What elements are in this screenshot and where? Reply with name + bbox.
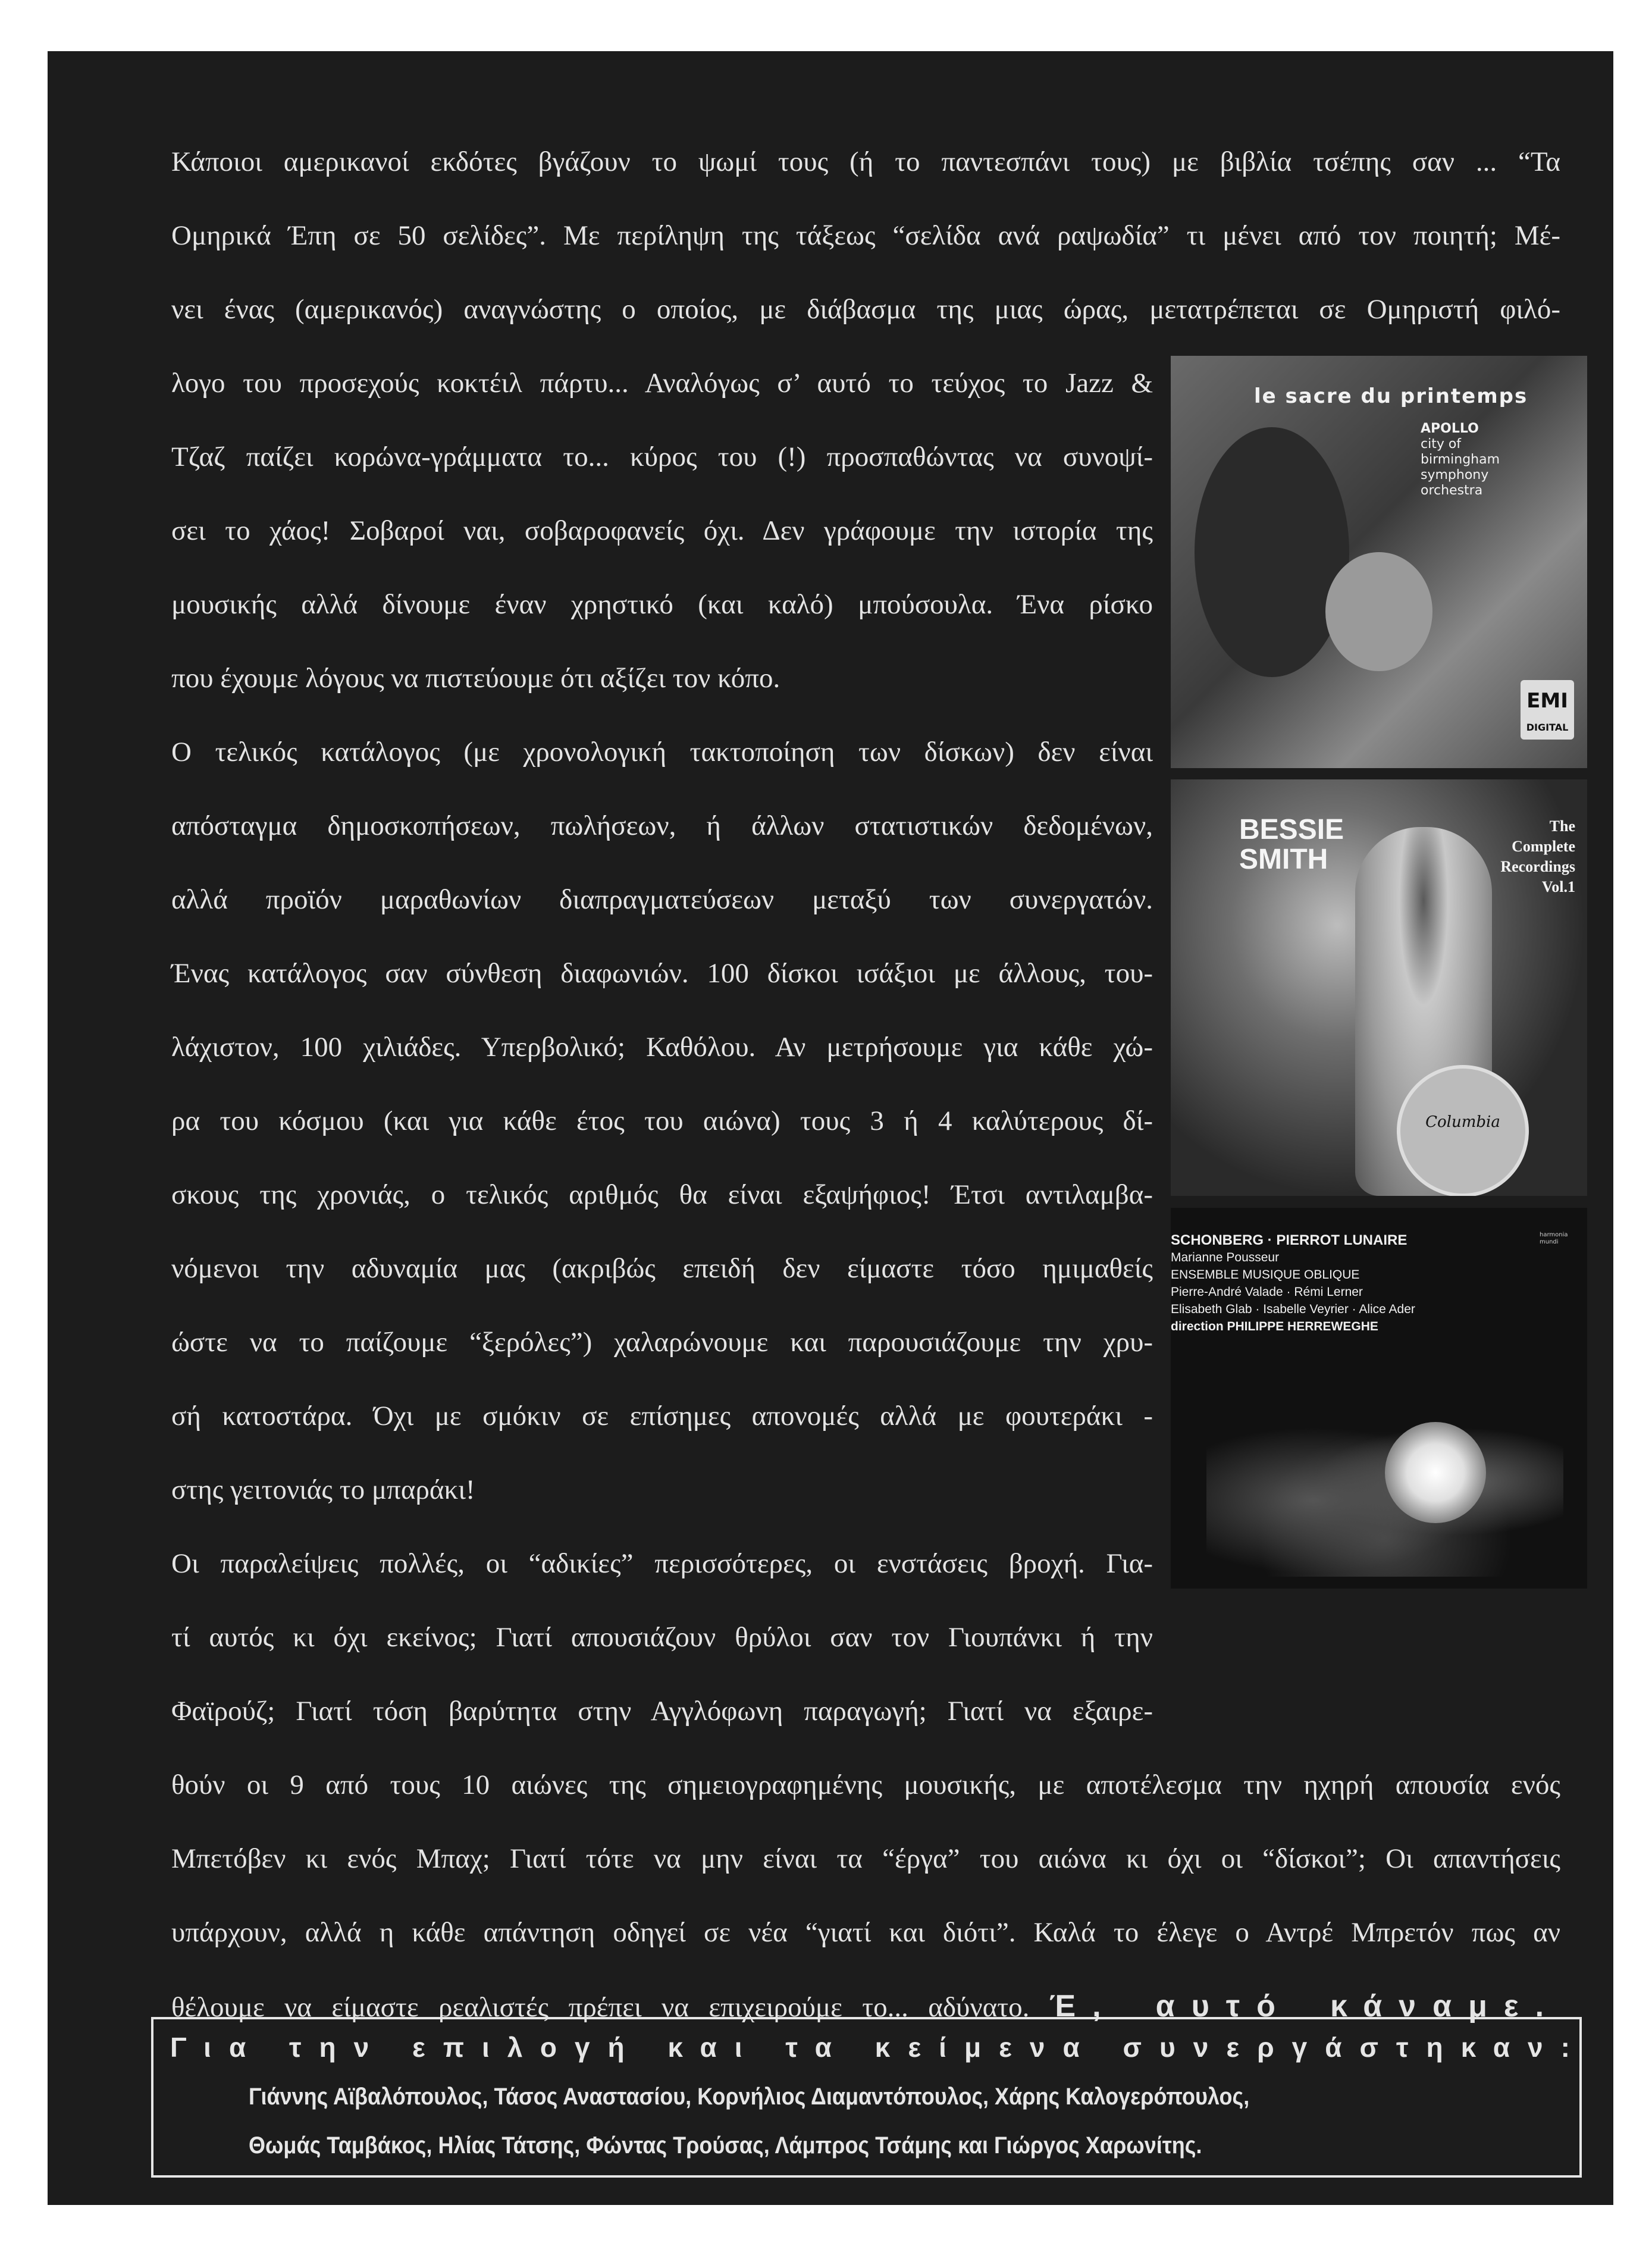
text-line: νόμενοι την αδυναμία μας (ακριβώς επειδή δεν είμαστε τόσο ημιμαθείς xyxy=(171,1253,1153,1284)
cover-artist xyxy=(1239,815,1344,875)
cover-label-line: birmingham xyxy=(1421,452,1500,467)
text-line: νει ένας (αμερικανός) αναγνώστης ο οποίος, με διάβασμα της μιας ώρας, μετατρέπεται σε Ομηριστή φιλό- xyxy=(171,294,1560,325)
cover-label-line: city of xyxy=(1421,437,1462,452)
text-line: Ο τελικός κατάλογος (με χρονολογική τακτοποίηση των δίσκων) δεν είναι xyxy=(171,737,1153,768)
closing-phrase: Έ, αυτό κάναμε. xyxy=(1049,1989,1561,2024)
harmonia-mundi-logo: harmonia mundi xyxy=(1540,1232,1568,1245)
credits-box xyxy=(151,2017,1588,2178)
text-line: στης γειτονιάς το μπαράκι! xyxy=(171,1474,475,1505)
text-line: θούν οι 9 από τους 10 αιώνες της σημειογραφημένης μουσικής, με αποτέλεσμα την ηχηρή απουσία ενός xyxy=(171,1769,1560,1800)
text-line: που έχουμε λόγους να πιστεύουμε ότι αξίζει τον κόπο. xyxy=(171,663,780,694)
cloud-image xyxy=(1206,1386,1563,1577)
text-line: αλλά προϊόν μαραθωνίων διαπραγματεύσεων μεταξύ των συνεργατών. xyxy=(171,884,1153,915)
text-line: ρα του κόσμου (και για κάθε έτος του αιώνα) τους 3 ή 4 καλύτερους δί- xyxy=(171,1105,1153,1136)
emi-logo xyxy=(1521,680,1574,740)
text-line: λογο του προσεχούς κοκτέιλ πάρτυ... Αναλόγως σ’ αυτό το τεύχος το Jazz & xyxy=(171,368,1153,399)
text-line: υπάρχουν, αλλά η κάθε απάντηση οδηγεί σε νέα “γιατί και διότι”. Καλά το έλεγε ο Αντρέ Μπρετόν πως αν xyxy=(171,1917,1560,1948)
text-line: Ομηρικά Έπη σε 50 σελίδες”. Με περίληψη της τάξεως “σελίδα ανά ραψωδία” τι μένει από τον ποιητή; Μέ- xyxy=(171,220,1560,251)
cover-subtitle-line: The xyxy=(1549,817,1575,835)
cover-credit-line: direction PHILIPPE HERREWEGHE xyxy=(1171,1320,1378,1333)
text-line: Μπετόβεν κι ενός Μπαχ; Γιατί τότε να μην είναι τα “έργα” του αιώνα κι όχι οι “δίσκοι”; Οι απαντήσεις xyxy=(171,1843,1560,1874)
cover-credit-line: Elisabeth Glab · Isabelle Veyrier · Alice Ader xyxy=(1171,1302,1415,1316)
text-line: Κάποιοι αμερικανοί εκδότες βγάζουν το ψωμί τους (ή το παντεσπάνι τους) με βιβλία τσέπης σαν ... “Τα xyxy=(171,146,1560,177)
cover-credits xyxy=(1171,1232,1587,1335)
text-line: τί αυτός κι όχι εκείνος; Γιατί απουσιάζουν θρύλοι σαν τον Γιουπάνκι ή την xyxy=(171,1622,1153,1653)
text-line: σκους της χρονιάς, ο τελικός αριθμός θα είναι εξαψήφιος! Έτσι αντιλαμβα- xyxy=(171,1179,1153,1210)
text-line: Οι παραλείψεις πολλές, οι “αδικίες” περισσότερες, οι ενστάσεις βροχή. Για- xyxy=(171,1548,1153,1579)
album-cover-stravinsky xyxy=(1171,356,1587,768)
figure-shape xyxy=(1195,427,1349,677)
cover-credit-line: Pierre-André Valade · Rémi Lerner xyxy=(1171,1285,1363,1299)
text-line: απόσταγμα δημοσκοπήσεων, πωλήσεων, ή άλλων στατιστικών δεδομένων, xyxy=(171,810,1153,841)
moon-image xyxy=(1385,1422,1486,1523)
credits-names: Γιάννης Αϊβαλόπουλος, Τάσος Αναστασίου, Κορνήλιος Διαμαντόπουλος, Χάρης Καλογερόπουλος, xyxy=(249,2084,1250,2110)
cover-subtitle-line: Recordings xyxy=(1500,858,1575,875)
cover-credit-line: Marianne Pousseur xyxy=(1171,1251,1280,1264)
credits-names: Θωμάς Ταμβάκος, Ηλίας Τάτσης, Φώντας Τρούσας, Λάμπρος Τσάμης και Γιώργος Χαρωνίτης. xyxy=(249,2132,1202,2159)
text-line: σή κατοστάρα. Όχι με σμόκιν σε επίσημες απονομές αλλά με φουτεράκι - xyxy=(171,1401,1153,1432)
emi-logo-text: EMI xyxy=(1526,689,1568,713)
cover-artist-line: SMITH xyxy=(1239,844,1328,875)
figure-shape xyxy=(1325,552,1432,671)
cover-label-line: APOLLO xyxy=(1421,421,1479,436)
text-line: Τζαζ παίζει κορώνα-γράμματα το... κύρος του (!) προσπαθώντας να συνοψί- xyxy=(171,441,1153,472)
cover-title: le sacre du printemps xyxy=(1254,384,1528,408)
text-line: μουσικής αλλά δίνουμε έναν χρηστικό (και καλό) μπούσουλα. Ένα ρίσκο xyxy=(171,589,1153,620)
cover-subtitle-line: Vol.1 xyxy=(1541,878,1575,895)
text-line: Φαϊρούζ; Γιατί τόση βαρύτητα στην Αγγλόφωνη παραγωγή; Γιατί να εξαιρε- xyxy=(171,1696,1153,1727)
cover-artist-line: BESSIE xyxy=(1239,814,1344,845)
album-cover-schoenberg xyxy=(1171,1208,1587,1589)
text-line: Ένας κατάλογος σαν σύνθεση διαφωνιών. 100 δίσκοι ισάξιοι με άλλους, του- xyxy=(171,958,1153,989)
cover-subtitle xyxy=(1500,816,1575,897)
columbia-record-disc: Columbia xyxy=(1397,1065,1529,1196)
text-line: ώστε να το παίζουμε “ξερόλες”) χαλαρώνουμε και παρουσιάζουμε την χρυ- xyxy=(171,1327,1153,1358)
text-line: σει το χάος! Σοβαροί ναι, σοβαροφανείς όχι. Δεν γράφουμε την ιστορία της xyxy=(171,515,1153,546)
cover-credit-line: ENSEMBLE MUSIQUE OBLIQUE xyxy=(1171,1268,1360,1282)
text-line: λάχιστον, 100 χιλιάδες. Υπερβολικό; Καθόλου. Αν μετρήσουμε για κάθε χώ- xyxy=(171,1032,1153,1063)
cover-title: SCHONBERG · PIERROT LUNAIRE xyxy=(1171,1232,1408,1248)
cover-label-line: symphony xyxy=(1421,468,1489,483)
cover-subtitle-line: Complete xyxy=(1512,838,1575,855)
cover-label-line: orchestra xyxy=(1421,483,1483,498)
last-line-text: θέλουμε να είμαστε ρεαλιστές πρέπει να επιχειρούμε το... αδύνατο. xyxy=(171,1992,1030,2023)
cover-label xyxy=(1421,421,1500,499)
emi-logo-sub: DIGITAL xyxy=(1526,722,1569,733)
credits-heading: Για την επιλογή και τα κείμενα συνεργάστηκαν: xyxy=(170,2032,1588,2063)
album-cover-bessie-smith xyxy=(1171,779,1587,1196)
